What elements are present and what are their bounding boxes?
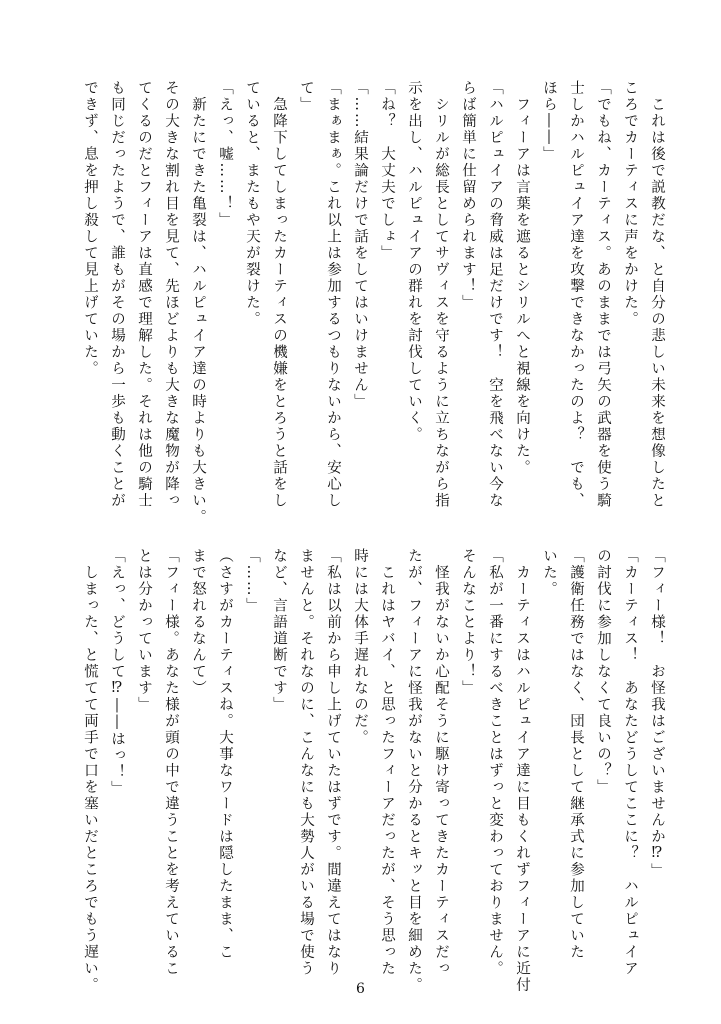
text-column: 「カーティス！ あなたどうしてここに？ ハルピュイア xyxy=(622,548,638,977)
text-column: いた。 xyxy=(541,548,557,598)
text-column: 「まぁまぁ。これ以上は参加するつもりないから、安心し xyxy=(325,80,341,509)
text-column: てくるのだとフィーアは直感で理解した。それは他の騎士 xyxy=(136,80,152,509)
text-column: 「ね？ 大丈夫でしょ」 xyxy=(379,80,395,262)
text-column: ませんと。それなのに、こんなにも大勢人がいる場で使う xyxy=(298,548,314,977)
top-text-block xyxy=(82,80,670,526)
text-column: 怪我がないか心配そうに駆け寄ってきたカーティスだっ xyxy=(433,548,449,977)
text-column: 「でもね、カーティス。あのままでは弓矢の武器を使う騎 xyxy=(595,80,611,509)
text-column: その大きな割れ目を見て、先ほどよりも大きな魔物が降っ xyxy=(163,80,179,509)
text-column: ほら――」 xyxy=(541,80,557,163)
text-column: とは分かっています」 xyxy=(136,548,152,713)
text-column: シリルが総長としてサヴィスを守るように立ちながら指 xyxy=(433,80,449,509)
text-column: そんなことより！」 xyxy=(460,548,476,697)
text-column: 士しかハルピュイア達を攻撃できなかったのよ？ でも、 xyxy=(568,80,584,509)
page-number: 6 xyxy=(356,981,365,997)
text-column: まで怒れるなんて） xyxy=(190,548,206,697)
text-column: カーティスはハルピュイア達に目もくれずフィーアに近付 xyxy=(514,548,530,994)
text-column: 示を出し、ハルピュイアの群れを討伐していく。 xyxy=(406,80,422,443)
text-column: たが、フィーアに怪我がないと分かるとキッと目を細めた。 xyxy=(406,548,422,994)
text-column: 「えっ、どうして⁉――はっ！」 xyxy=(109,548,125,797)
text-column: フィーアは言葉を遮るとシリルへと視線を向けた。 xyxy=(514,80,530,476)
text-column: 急降下してしまったカーティスの機嫌をとろうと話をし xyxy=(271,80,287,509)
text-column: て」 xyxy=(298,80,314,113)
text-column: 「私は以前から申し上げていたはずです。間違えてはなり xyxy=(325,548,341,977)
text-column: 「……」 xyxy=(244,548,260,614)
text-column: ていると、またもや天が裂けた。 xyxy=(244,80,260,328)
text-column: これは後で説教だな、と自分の悲しい未来を想像したと xyxy=(649,80,665,509)
text-column: など、言語道断です」 xyxy=(271,548,287,713)
text-column: できず、息を押し殺して見上げていた。 xyxy=(82,80,98,377)
text-column: らば簡単に仕留められます！」 xyxy=(460,80,476,311)
text-column: （さすがカーティスね。大事なワードは隠したまま、こ xyxy=(217,548,233,961)
text-column: ころでカーティスに声をかけた。 xyxy=(622,80,638,328)
bottom-text-block xyxy=(82,548,670,994)
text-column: の討伐に参加しなくて良いの？」 xyxy=(595,548,611,796)
text-column: 「フィー様！ お怪我はございませんか⁉」 xyxy=(649,548,665,880)
text-column: しまった、と慌てて両手で口を塞いだところでもう遅い。 xyxy=(82,548,98,994)
text-column: 新たにできた亀裂は、ハルピュイア達の時よりも大きい。 xyxy=(190,80,206,526)
text-column: 「ハルピュイアの脅威は足だけです！ 空を飛べない今な xyxy=(487,80,503,509)
text-column: 「護衛任務ではなく、団長として継承式に参加していた xyxy=(568,548,584,961)
text-column: 「……結果論だけで話をしてはいけません」 xyxy=(352,80,368,410)
text-column: も同じだったようで、誰もがその場から一歩も動くことが xyxy=(109,80,125,509)
text-column: 「えっ、嘘……！」 xyxy=(217,80,233,229)
text-column: 「フィー様。あなた様が頭の中で違うことを考えているこ xyxy=(163,548,179,977)
text-column: 「私が一番にするべきことはずっと変わっておりません。 xyxy=(487,548,503,977)
text-column: これはヤバイ、と思ったフィーアだったが、そう思った xyxy=(379,548,395,977)
text-column: 時には大体手遅れなのだ。 xyxy=(352,548,368,746)
